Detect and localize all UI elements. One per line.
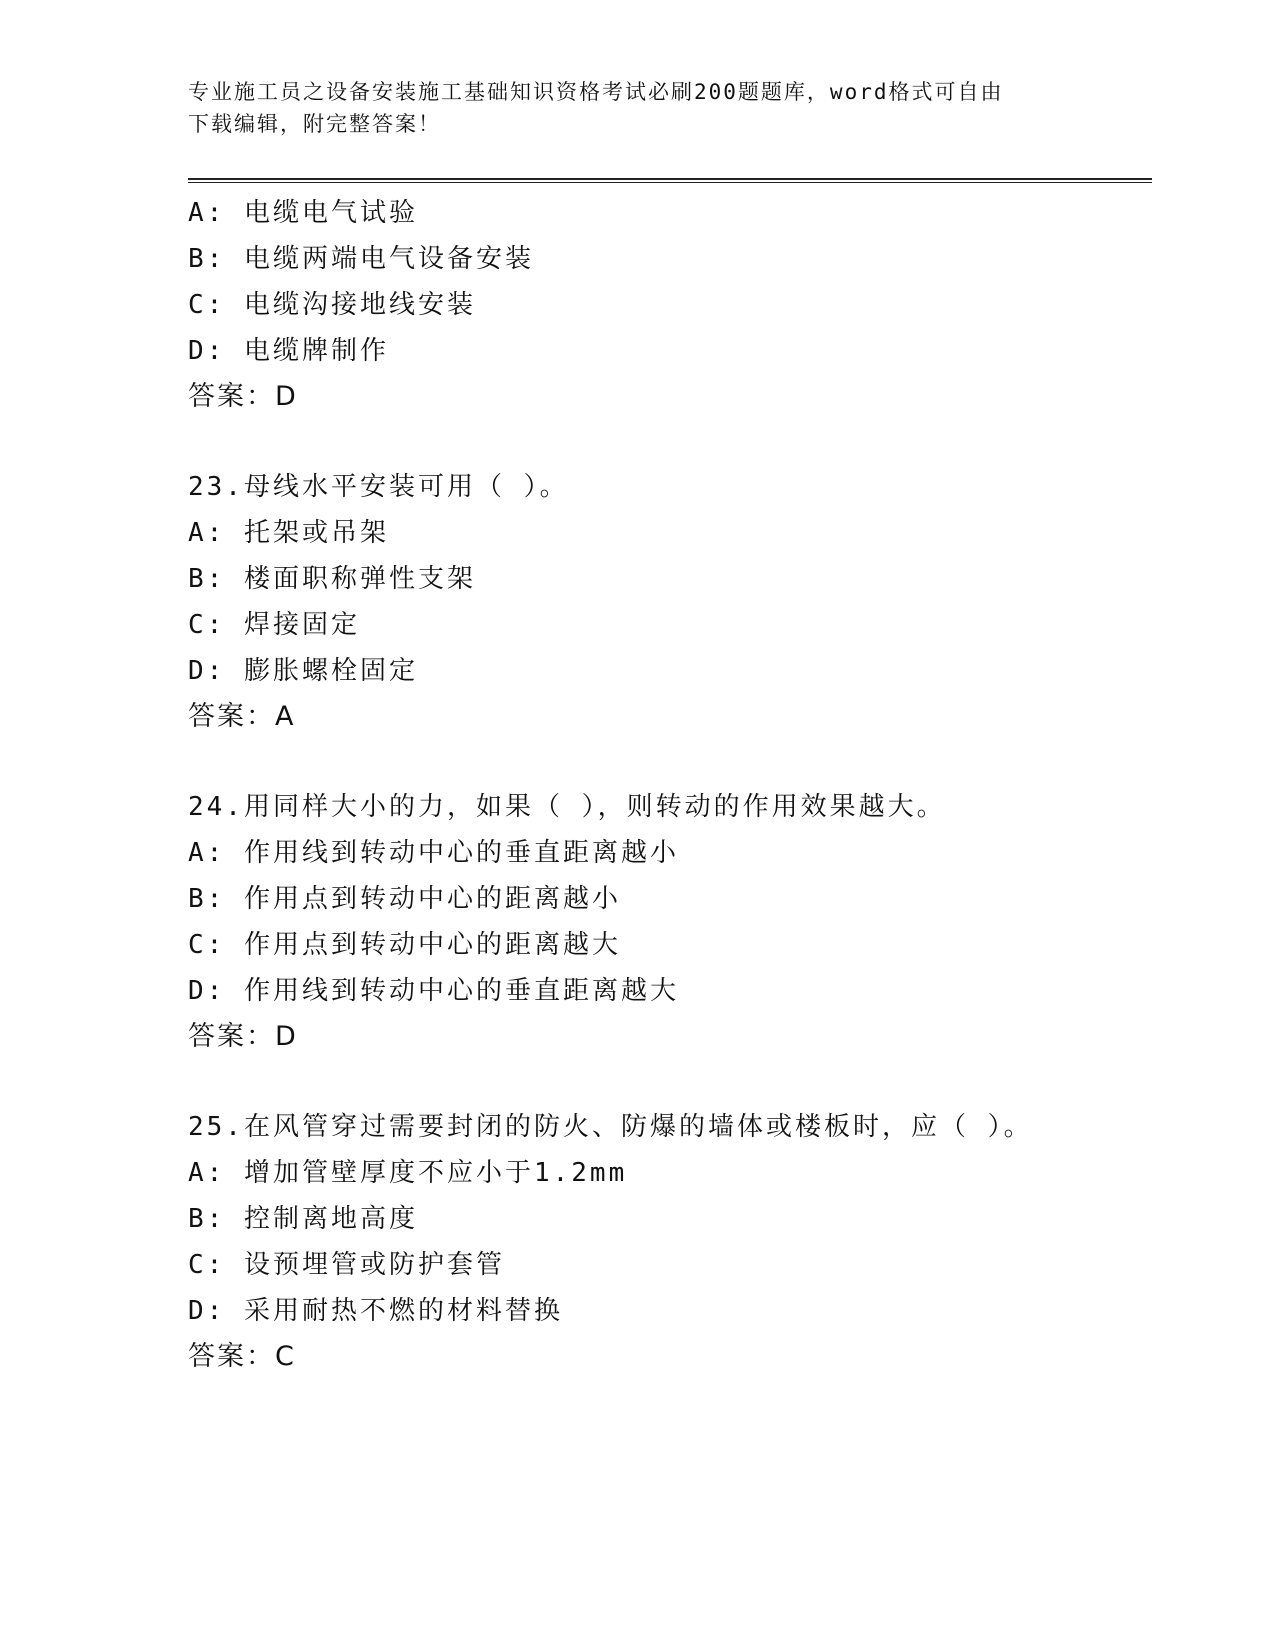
option-a: A: 电缆电气试验 xyxy=(188,198,418,228)
header-divider xyxy=(188,178,1152,183)
question-block-25 xyxy=(188,1104,1152,1380)
option-b: B: 控制离地高度 xyxy=(188,1204,418,1234)
option-d: D: 电缆牌制作 xyxy=(188,336,389,366)
header-line-2: 下载编辑，附完整答案！ xyxy=(188,112,441,136)
option-a: A: 增加管壁厚度不应小于1.2mm xyxy=(188,1158,628,1188)
question-block-22 xyxy=(188,190,1152,420)
answer-line: 答案：D xyxy=(188,1021,298,1052)
option-b: B: 电缆两端电气设备安装 xyxy=(188,244,534,274)
answer-line: 答案：C xyxy=(188,1341,296,1372)
question-stem: 24.用同样大小的力，如果（ ），则转动的作用效果越大。 xyxy=(188,792,946,822)
option-b: B: 作用点到转动中心的距离越小 xyxy=(188,884,621,914)
spacer xyxy=(188,740,1152,784)
spacer xyxy=(188,420,1152,464)
question-block-24 xyxy=(188,784,1152,1060)
option-a: A: 作用线到转动中心的垂直距离越小 xyxy=(188,838,679,868)
answer-line: 答案：A xyxy=(188,701,296,732)
question-block-23 xyxy=(188,464,1152,740)
document-header xyxy=(188,76,1068,140)
question-list xyxy=(188,190,1152,1380)
option-c: C: 作用点到转动中心的距离越大 xyxy=(188,930,621,960)
option-c: C: 设预埋管或防护套管 xyxy=(188,1250,505,1280)
option-a: A: 托架或吊架 xyxy=(188,518,389,548)
answer-line: 答案：D xyxy=(188,381,298,412)
option-d: D: 膨胀螺栓固定 xyxy=(188,656,418,686)
option-d: D: 作用线到转动中心的垂直距离越大 xyxy=(188,976,679,1006)
option-c: C: 焊接固定 xyxy=(188,610,360,640)
question-stem: 25.在风管穿过需要封闭的防火、防爆的墙体或楼板时，应（ ）。 xyxy=(188,1112,1033,1142)
question-stem: 23.母线水平安装可用（ ）。 xyxy=(188,472,569,502)
spacer xyxy=(188,1060,1152,1104)
option-c: C: 电缆沟接地线安装 xyxy=(188,290,476,320)
option-d: D: 采用耐热不燃的材料替换 xyxy=(188,1296,563,1326)
option-b: B: 楼面职称弹性支架 xyxy=(188,564,476,594)
header-line-1: 专业施工员之设备安装施工基础知识资格考试必刷200题题库，word格式可自由 xyxy=(188,80,1004,104)
